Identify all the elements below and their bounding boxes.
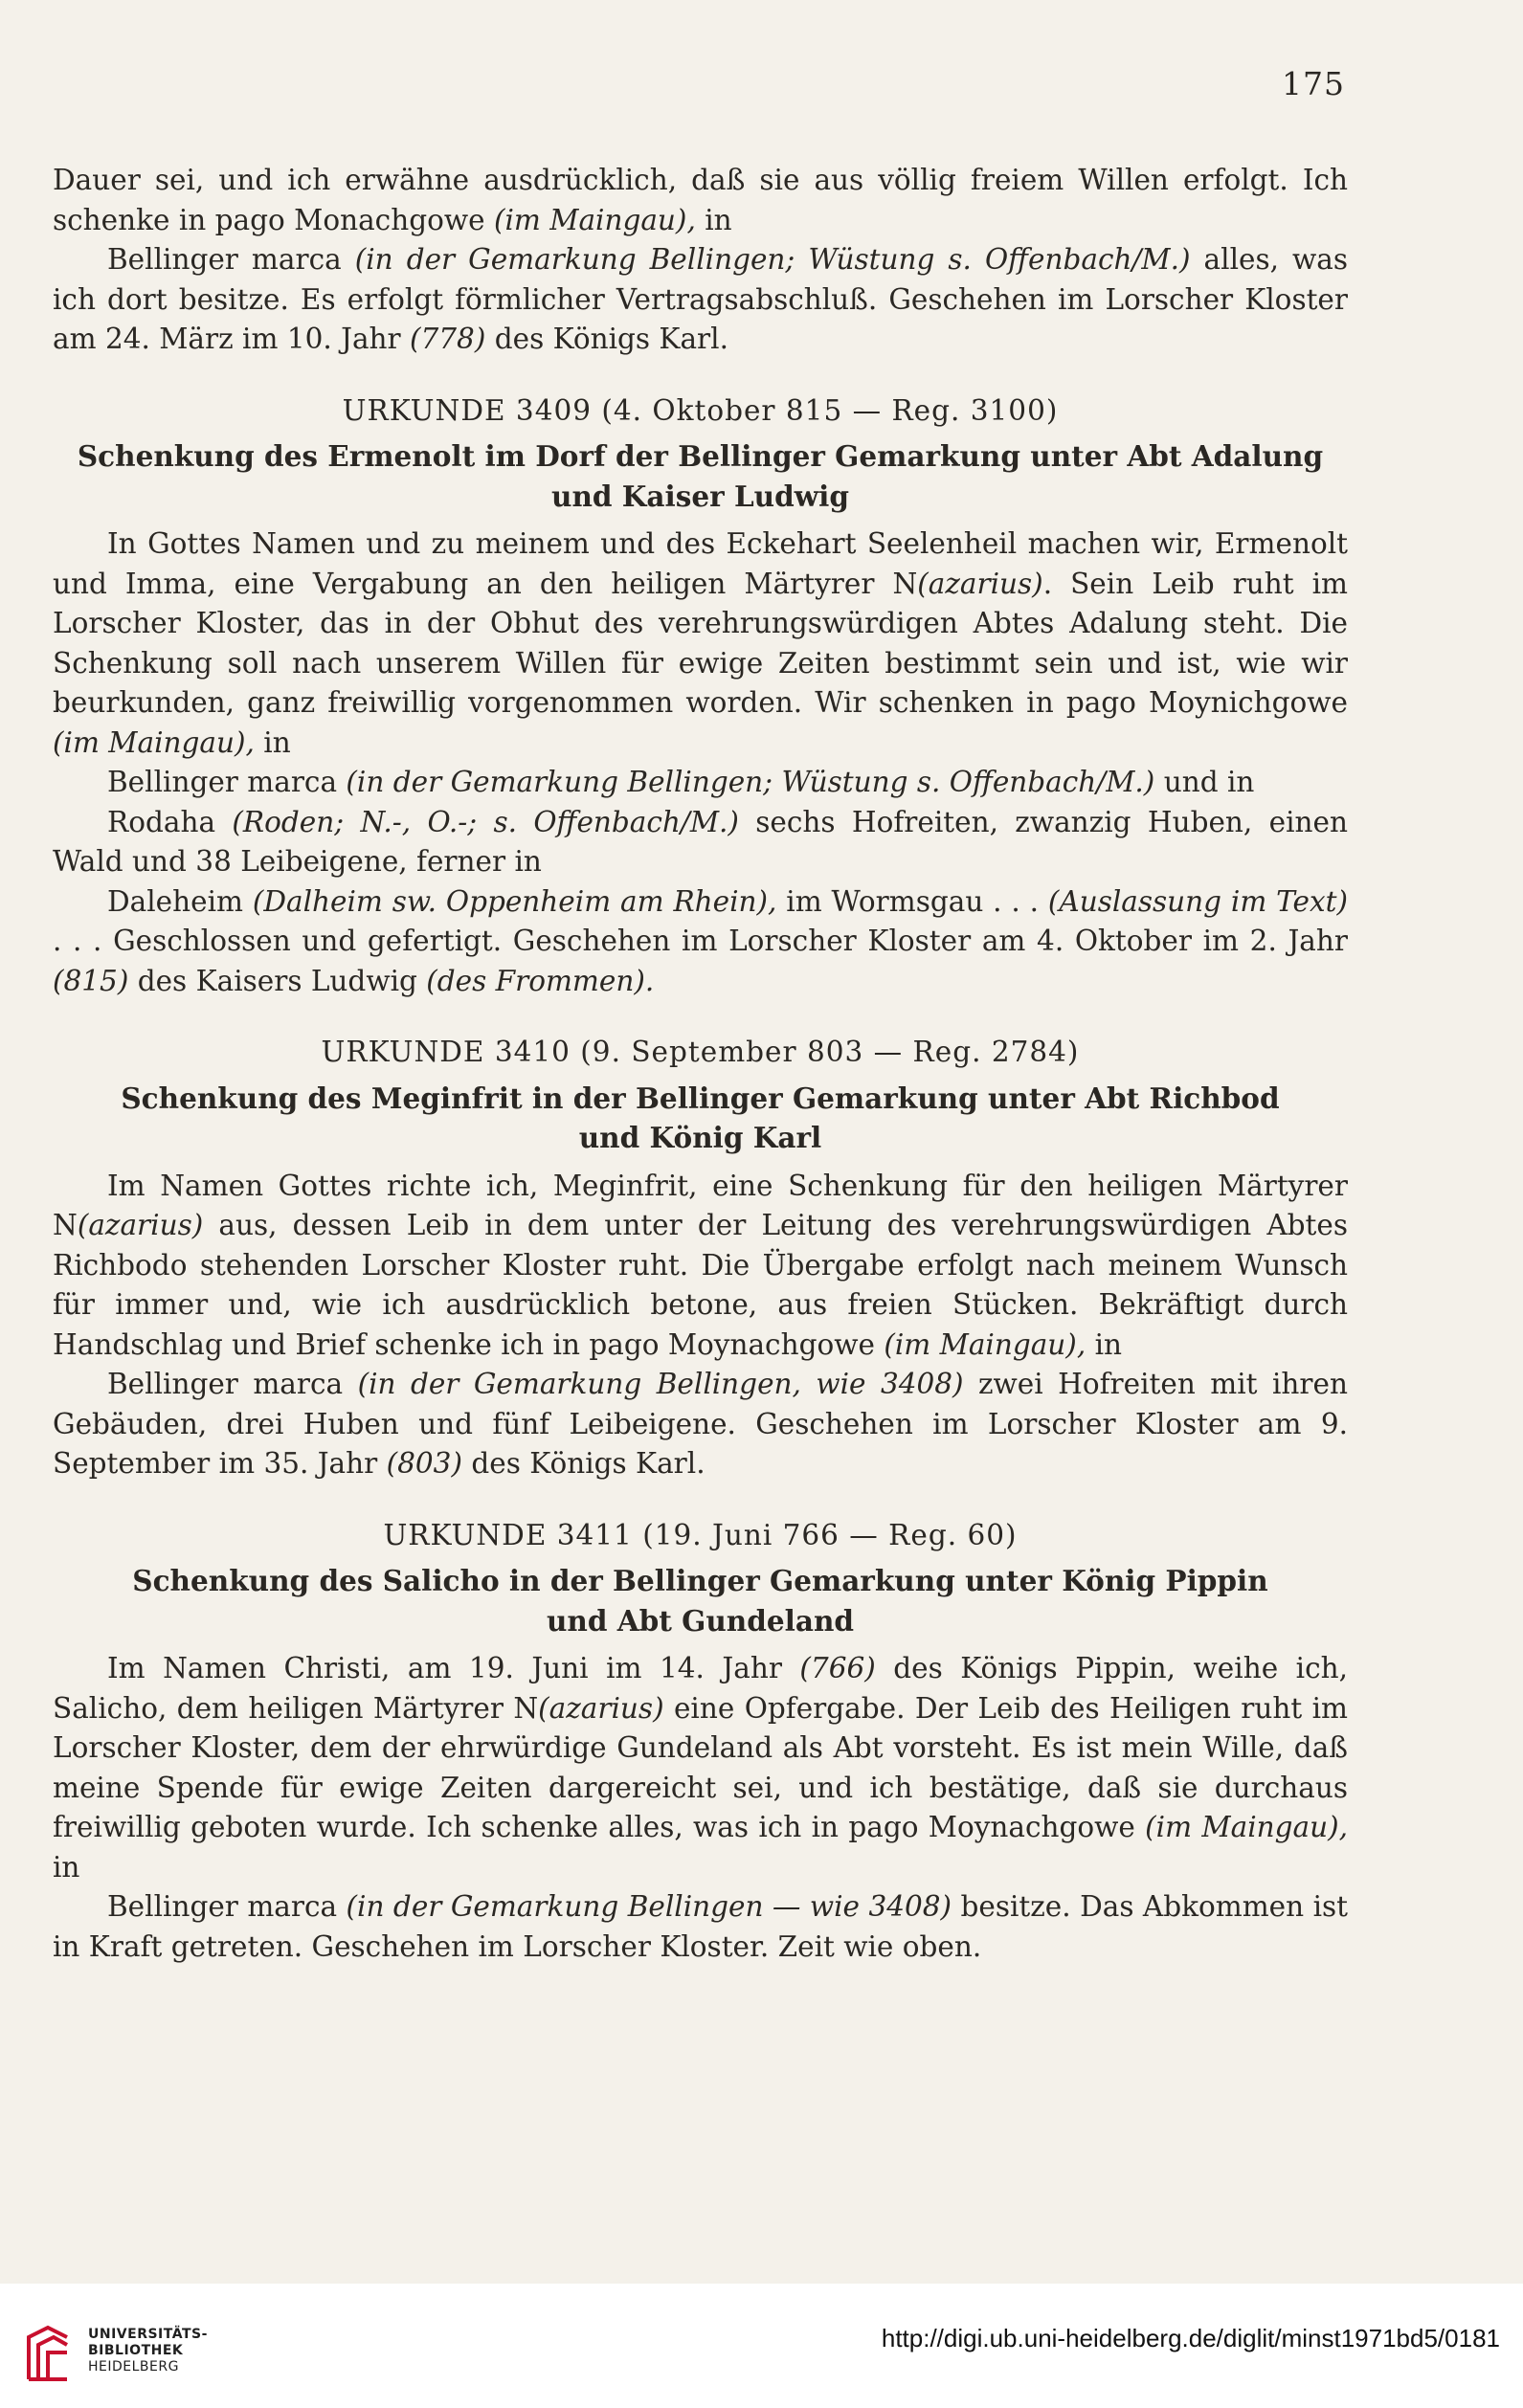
urkunde-title-line: und König Karl (578, 1121, 822, 1154)
text-run: Im Namen Christi, am 19. Juni im 14. Jahr (107, 1652, 800, 1684)
editorial-note: (azarius) (77, 1209, 204, 1241)
urkunde-paragraph (53, 882, 1348, 1002)
text-run: des Königs Pippin, weihe ich, Salicho, dem heiligen Märtyrer N (53, 1652, 1348, 1725)
text-run: Daleheim (107, 884, 253, 918)
text-run: In Gottes Namen und zu meinem und des Eckehart Seelenheil machen wir, Ermenolt und Imma, eine Vergabung an den heiligen Märtyrer N (53, 527, 1348, 600)
digitization-url-link[interactable]: http://digi.ub.uni-heidelberg.de/diglit/minst1971bd5/0181 (881, 2324, 1500, 2352)
library-name-line: UNIVERSITÄTS- (88, 2327, 208, 2342)
university-library-logo-icon (25, 2324, 71, 2383)
intro-paragraph (53, 161, 1348, 240)
editorial-note: (Dalheim sw. Oppenheim am Rhein), (252, 884, 777, 918)
text-run: im Wormsgau . . . (776, 884, 1048, 918)
editorial-note: (des Frommen). (426, 964, 655, 997)
urkunde-paragraph (53, 763, 1348, 803)
text-run: Bellinger marca (107, 1368, 358, 1400)
document-body (53, 161, 1348, 1967)
text-run: des Königs Karl. (461, 1447, 706, 1480)
urkunde-title-line: Schenkung des Salicho in der Bellinger Gemarkung unter König Pippin (132, 1564, 1268, 1597)
urkunde-title (53, 1561, 1348, 1640)
footer-bar (0, 2284, 1523, 2408)
urkunde-paragraph (53, 1167, 1348, 1366)
urkunde-title (53, 1079, 1348, 1158)
text-run: eine Opfergabe. Der Leib des Heiligen ruht im Lorscher Kloster, dem der ehrwürdige Gundeland als Abt vorsteht. Es ist mein Wille, daß meine Spende für ewige Zeiten dargereicht sei, und ich bestätige, daß sie durchaus freiwillig geboten wurde. Ich schenke alles, was ich in pago Moynachgowe (53, 1691, 1348, 1843)
urkunde-paragraph (53, 1365, 1348, 1484)
library-name (88, 2327, 208, 2375)
text-run: in (254, 725, 291, 759)
urkunde-title (53, 436, 1348, 516)
text-run: Bellinger marca (107, 243, 355, 276)
text-run: und in (1154, 766, 1255, 798)
editorial-note: (azarius) (538, 1691, 664, 1725)
editorial-note: (815) (53, 964, 129, 997)
text-run: alles, was ich dort besitze. Es erfolgt förmlicher Vertragsabschluß. Geschehen im Lorscher Kloster am 24. März im 10. Jahr (53, 243, 1348, 355)
text-run: Dauer sei, und ich erwähne ausdrücklich, daß sie aus völlig freiem Willen erfolgt. Ich schenke in pago Monachgowe (53, 164, 1348, 236)
library-name-line: BIBLIOTHEK (88, 2343, 184, 2358)
text-run: sechs Hofreiten, zwanzig Huben, einen Wald und 38 Leibeigene, ferner in (53, 805, 1348, 878)
urkunde-paragraph (53, 1887, 1348, 1967)
text-run: besitze. Das Abkommen ist in Kraft getreten. Geschehen im Lorscher Kloster. Zeit wie oben. (53, 1890, 1348, 1963)
text-run: zwei Hofreiten mit ihren Gebäuden, drei Huben und fünf Leibeigene. Geschehen im Lorscher Kloster am 9. September im 35. Jahr (53, 1368, 1348, 1480)
urkunde-heading: URKUNDE 3410 (9. September 803 — Reg. 2784) (321, 1036, 1080, 1068)
page-number: 175 (1282, 65, 1345, 102)
text-run: in (53, 1850, 80, 1884)
urkunde-heading: URKUNDE 3411 (19. Juni 766 — Reg. 60) (383, 1518, 1018, 1551)
urkunde-section (53, 1033, 1348, 1484)
text-run: . . . Geschlossen und gefertigt. Geschehen im Lorscher Kloster am 4. Oktober im 2. Jahr (53, 925, 1348, 957)
urkunde-title-line: Schenkung des Meginfrit in der Bellinger Gemarkung unter Abt Richbod (121, 1081, 1280, 1115)
editorial-note: (in der Gemarkung Bellingen, wie 3408) (357, 1368, 964, 1400)
text-run: des Königs Karl. (485, 323, 728, 355)
urkunde-title-line: und Kaiser Ludwig (551, 479, 849, 513)
urkunde-paragraph (53, 1649, 1348, 1887)
editorial-note: (in der Gemarkung Bellingen; Wüstung s. Offenbach/M.) (354, 243, 1191, 276)
text-run: des Kaisers Ludwig (128, 964, 427, 997)
editorial-note: (im Maingau), (493, 203, 696, 236)
editorial-note: (im Maingau), (1145, 1811, 1348, 1843)
text-run: aus, dessen Leib in dem unter der Leitung des verehrungswürdigen Abtes Richbodo stehenden Lorscher Kloster ruht. Die Übergabe erfolgt nach meinem Wunsch für immer und, wie ich ausdrücklich betone, aus freien Stücken. Bekräftigt durch Handschlag und Brief schenke ich in pago Moynachgowe (53, 1209, 1348, 1361)
editorial-note: (766) (799, 1652, 876, 1684)
urkunde-paragraph (53, 524, 1348, 763)
editorial-note: (Auslassung im Text) (1047, 884, 1348, 918)
editorial-note: (azarius) (917, 567, 1043, 600)
urkunde-paragraph (53, 803, 1348, 882)
text-run: in (1086, 1327, 1123, 1361)
text-run: . Sein Leib ruht im Lorscher Kloster, das in der Obhut des verehrungswürdigen Abtes Adalung steht. Die Schenkung soll nach unserem Willen für ewige Zeiten bestimmt sein und ist, wie wir beurkunden, ganz freiwillig vorgenommen worden. Wir schenken in pago Moynichgowe (53, 567, 1348, 719)
text-run: Rodaha (107, 805, 233, 838)
text-run: in (695, 203, 732, 236)
urkunde-title-line: und Abt Gundeland (546, 1603, 855, 1638)
urkunde-title-line: Schenkung des Ermenolt im Dorf der Bellinger Gemarkung unter Abt Adalung (77, 439, 1324, 473)
urkunde-heading: URKUNDE 3409 (4. Oktober 815 — Reg. 3100) (342, 393, 1059, 427)
editorial-note: (im Maingau), (53, 725, 255, 759)
editorial-note: (in der Gemarkung Bellingen — wie 3408) (346, 1890, 952, 1923)
editorial-note: (Roden; N.-, O.-; s. Offenbach/M.) (232, 805, 739, 838)
intro-paragraph (53, 240, 1348, 360)
library-name-line: HEIDELBERG (88, 2359, 179, 2375)
editorial-note: (im Maingau), (884, 1327, 1086, 1361)
text-run: Bellinger marca (107, 766, 347, 798)
text-run: Im Namen Gottes richte ich, Meginfrit, eine Schenkung für den heiligen Märtyrer N (53, 1169, 1348, 1241)
urkunde-section (53, 1516, 1348, 1968)
editorial-note: (in der Gemarkung Bellingen; Wüstung s. Offenbach/M.) (346, 766, 1155, 798)
editorial-note: (778) (410, 323, 486, 355)
text-run: Bellinger marca (107, 1890, 347, 1923)
editorial-note: (803) (386, 1447, 462, 1480)
urkunde-section (53, 391, 1348, 1002)
